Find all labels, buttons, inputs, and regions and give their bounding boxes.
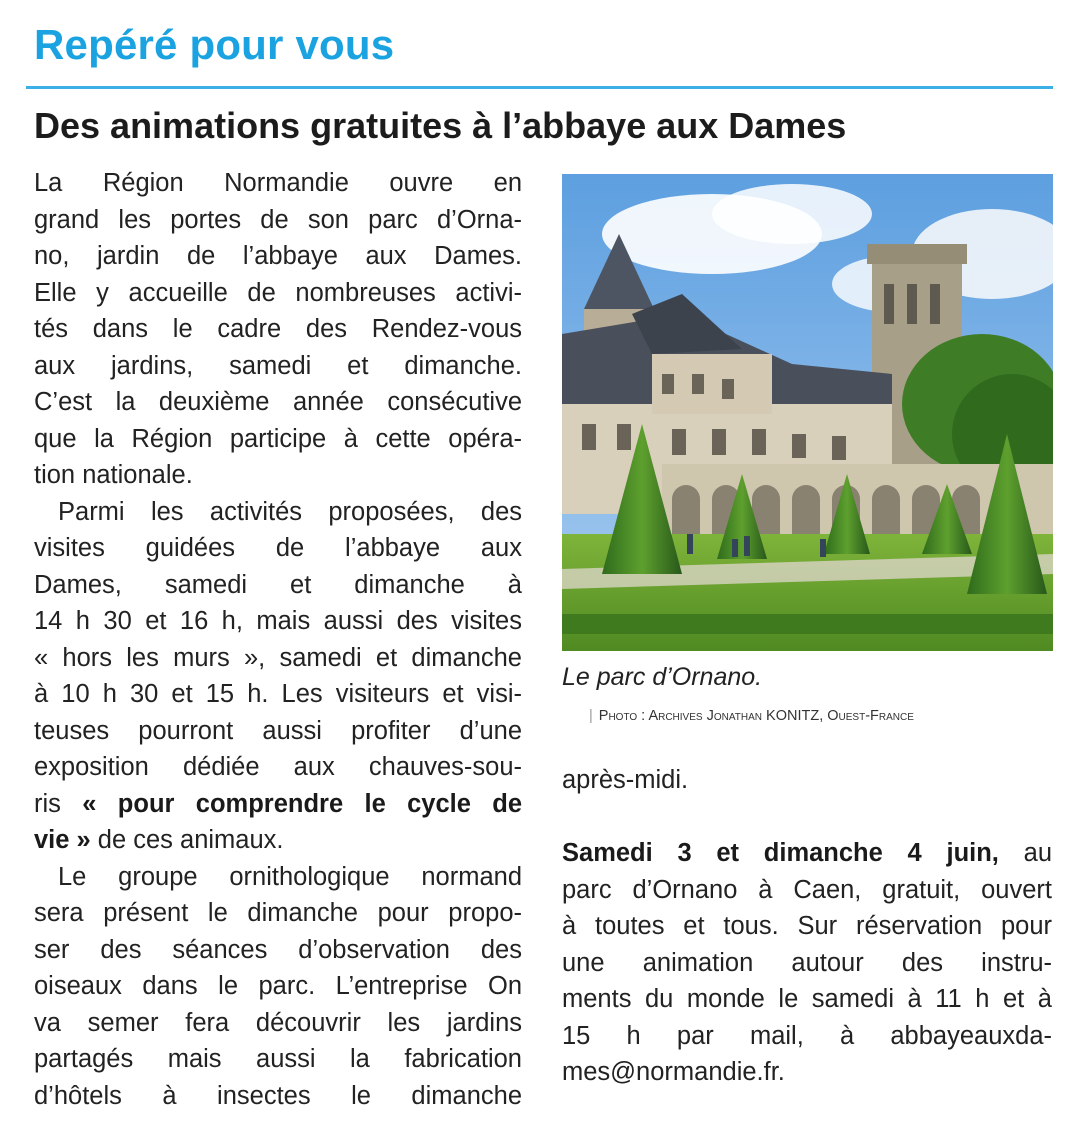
photo-caption: Le parc d’Ornano. <box>562 663 763 691</box>
text-line: à 10 h 30 et 15 h. Les visiteurs et visi- <box>34 680 522 708</box>
text-line: aux jardins, samedi et dimanche. <box>34 351 522 380</box>
text-line: partagés mais aussi la fabrication <box>34 1045 522 1073</box>
text-fragment: au <box>998 839 1052 867</box>
text-fragment: de ces animaux. <box>90 826 284 854</box>
text-line: tion nationale. <box>34 461 193 489</box>
text-line: ments du monde le samedi à 11 h et à <box>562 985 1052 1013</box>
rubric-divider <box>26 86 1053 89</box>
text-line: une animation autour des instru- <box>562 948 1052 977</box>
text-line: d’hôtels à insectes le dimanche <box>34 1081 522 1110</box>
text-line: La Région Normandie ouvre en <box>34 169 522 197</box>
quote-bold-end: vie » <box>34 826 91 854</box>
text-line <box>34 822 522 859</box>
text-line: va semer fera découvrir les jardins <box>34 1008 522 1037</box>
abbey-photo <box>562 174 1053 651</box>
text-line: exposition dédiée aux chauves-sou- <box>34 753 522 781</box>
text-line: teuses pourront aussi profiter d’une <box>34 716 522 745</box>
text-line: mes@normandie.fr. <box>562 1058 785 1086</box>
text-line: oiseaux dans le parc. L’entreprise On <box>34 972 522 1000</box>
article-column-left <box>34 165 522 1114</box>
section-rubric: Repéré pour vous <box>34 21 395 68</box>
text-line <box>34 786 522 823</box>
text-line: no, jardin de l’abbaye aux Dames. <box>34 242 522 270</box>
text-line: visites guidées de l’abbaye aux <box>34 534 522 562</box>
photo-credit <box>589 706 914 726</box>
text-line: après-midi. <box>562 766 689 794</box>
text-line: que la Région participe à cette opéra- <box>34 424 522 453</box>
spacer-line <box>562 799 1052 836</box>
text-line: parc d’Ornano à Caen, gratuit, ouvert <box>562 875 1052 904</box>
text-line: C’est la deuxième année consécutive <box>34 388 522 416</box>
article-column-right <box>562 762 1052 1091</box>
text-fragment: ris <box>34 789 61 818</box>
text-line: à toutes et tous. Sur réservation pour <box>562 912 1052 940</box>
text-line: Le groupe ornithologique normand <box>58 862 522 891</box>
credit-separator: | <box>589 708 593 724</box>
text-line: grand les portes de son parc d’Orna- <box>34 205 522 234</box>
article-headline: Des animations gratuites à l’abbaye aux Dames <box>34 105 847 146</box>
text-line: 14 h 30 et 16 h, mais aussi des visites <box>34 607 522 635</box>
text-line: tés dans le cadre des Rendez-vous <box>34 315 522 343</box>
text-line: 15 h par mail, à abbayeauxda- <box>562 1021 1052 1050</box>
credit-text: Photo : Archives Jonathan KONITZ, Ouest-France <box>598 708 914 724</box>
quote-bold: « pour comprendre le cycle de <box>82 789 522 818</box>
text-line: « hors les murs », samedi et dimanche <box>34 643 522 672</box>
text-line: Parmi les activités proposées, des <box>58 497 522 526</box>
text-line: Elle y accueille de nombreuses activi- <box>34 278 522 307</box>
text-line: sera présent le dimanche pour propo- <box>34 899 522 927</box>
event-dates-bold: Samedi 3 et dimanche 4 juin, <box>562 839 999 867</box>
text-line: Dames, samedi et dimanche à <box>34 570 522 599</box>
text-line <box>562 835 1052 872</box>
text-line: ser des séances d’observation des <box>34 935 522 964</box>
